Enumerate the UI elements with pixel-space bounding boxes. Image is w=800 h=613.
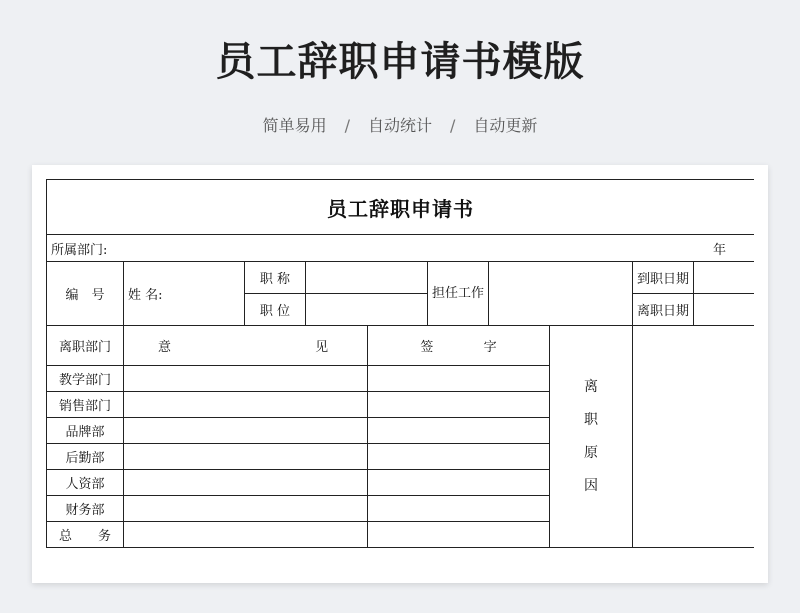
leave-date-label: 离职日期 bbox=[633, 294, 694, 326]
signature-cell[interactable] bbox=[368, 522, 550, 548]
form-title: 员工辞职申请书 bbox=[47, 180, 755, 235]
opinion-cell[interactable] bbox=[124, 366, 368, 392]
job-title-label: 职 称 bbox=[245, 262, 306, 294]
resignation-form bbox=[46, 179, 754, 548]
leave-reason-field[interactable] bbox=[633, 326, 755, 548]
department-name: 教学部门 bbox=[47, 366, 124, 392]
signature-cell[interactable] bbox=[368, 366, 550, 392]
join-date-field[interactable] bbox=[694, 262, 755, 294]
department-name: 人资部 bbox=[47, 470, 124, 496]
page-title: 员工辞职申请书模版 bbox=[215, 39, 585, 85]
opinion-cell[interactable] bbox=[124, 444, 368, 470]
department-row bbox=[47, 235, 755, 262]
department-name: 财务部 bbox=[47, 496, 124, 522]
signature-cell[interactable] bbox=[368, 392, 550, 418]
signature-cell[interactable] bbox=[368, 496, 550, 522]
feature-tagline bbox=[0, 113, 800, 136]
number-label: 编 号 bbox=[47, 262, 124, 326]
column-header-sign bbox=[368, 326, 550, 366]
opinion-char-1: 意 bbox=[158, 340, 172, 355]
department-name: 后勤部 bbox=[47, 444, 124, 470]
reason-char: 离 bbox=[584, 378, 598, 395]
tag-auto-stats: 自动统计 bbox=[367, 116, 432, 135]
signature-cell[interactable] bbox=[368, 444, 550, 470]
document-sheet bbox=[32, 165, 768, 583]
column-header-opinion bbox=[124, 326, 368, 366]
form-frame bbox=[46, 179, 754, 583]
year-label: 年 bbox=[713, 242, 727, 258]
opinion-char-2: 见 bbox=[315, 340, 329, 355]
opinion-cell[interactable] bbox=[124, 392, 368, 418]
tag-auto-update: 自动更新 bbox=[473, 116, 538, 135]
reason-char: 因 bbox=[584, 477, 598, 494]
department-name: 品牌部 bbox=[47, 418, 124, 444]
reason-char: 原 bbox=[584, 444, 598, 461]
column-header-dept: 离职部门 bbox=[47, 326, 124, 366]
tag-separator: / bbox=[344, 116, 350, 135]
leave-date-field[interactable] bbox=[694, 294, 755, 326]
position-label: 职 位 bbox=[245, 294, 306, 326]
sign-char-1: 签 bbox=[420, 340, 434, 355]
department-name: 总 务 bbox=[47, 522, 124, 548]
signature-cell[interactable] bbox=[368, 418, 550, 444]
opinion-cell[interactable] bbox=[124, 470, 368, 496]
join-date-label: 到职日期 bbox=[633, 262, 694, 294]
assigned-work-label: 担任工作 bbox=[428, 262, 489, 326]
tag-easy: 简单易用 bbox=[262, 116, 327, 135]
name-label: 姓 名: bbox=[124, 262, 245, 326]
position-field[interactable] bbox=[306, 294, 428, 326]
department-name: 销售部门 bbox=[47, 392, 124, 418]
tag-separator: / bbox=[450, 116, 456, 135]
reason-char: 职 bbox=[584, 411, 598, 428]
assigned-work-field[interactable] bbox=[489, 262, 633, 326]
department-label: 所属部门: bbox=[51, 242, 108, 258]
sign-char-2: 字 bbox=[483, 340, 497, 355]
opinion-cell[interactable] bbox=[124, 522, 368, 548]
opinion-cell[interactable] bbox=[124, 496, 368, 522]
opinion-cell[interactable] bbox=[124, 418, 368, 444]
job-title-field[interactable] bbox=[306, 262, 428, 294]
signature-cell[interactable] bbox=[368, 470, 550, 496]
leave-reason-label bbox=[550, 326, 633, 548]
